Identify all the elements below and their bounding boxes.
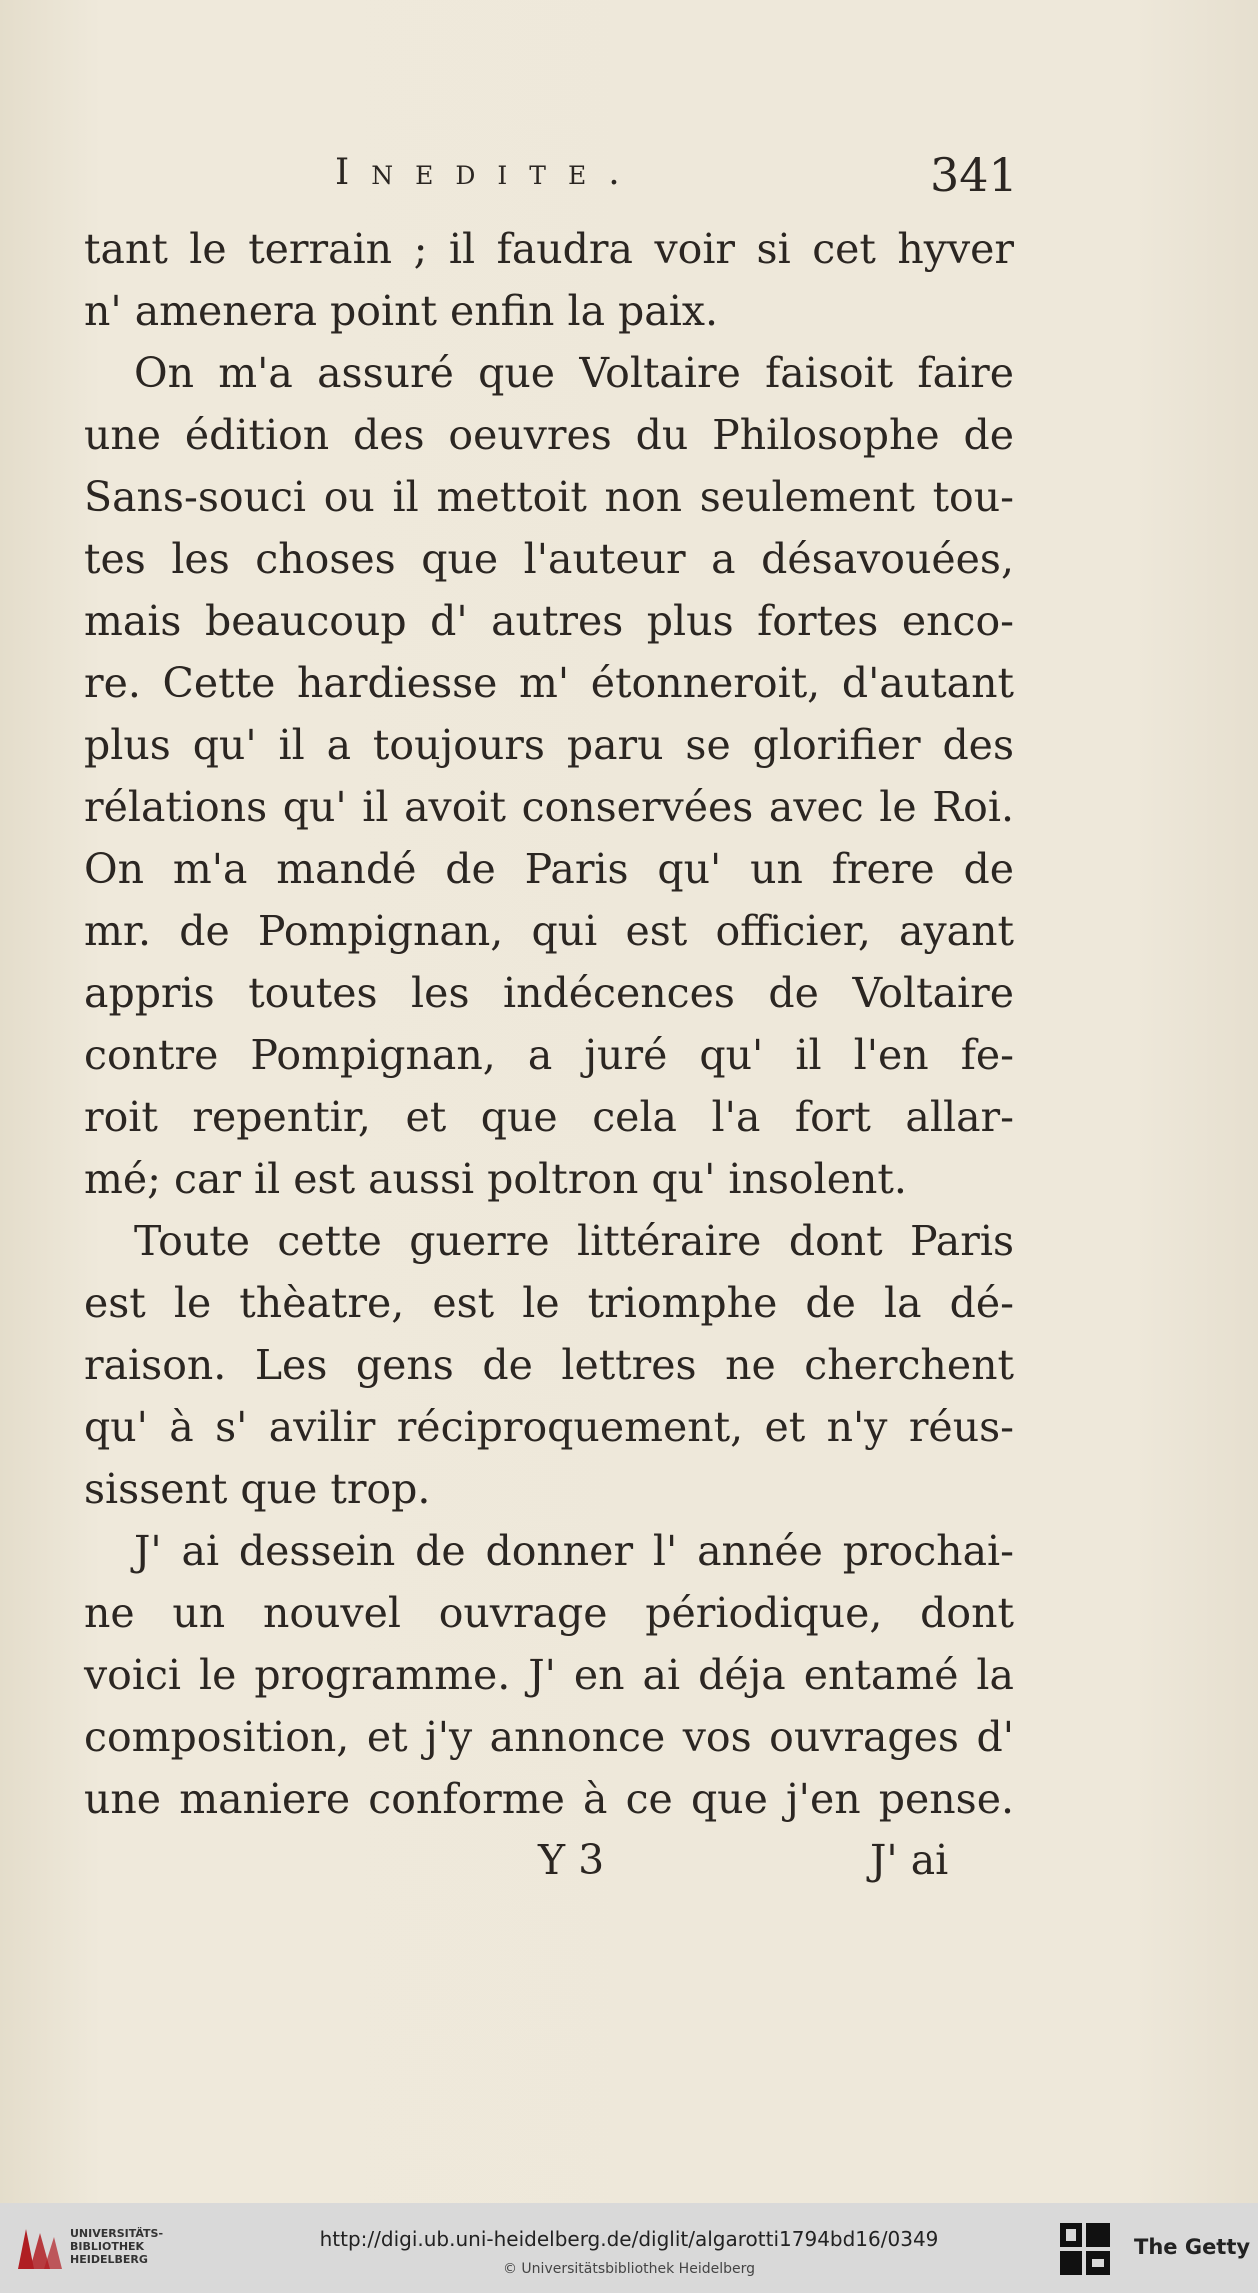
- page-header: [0, 148, 1258, 212]
- library-name-line: UNIVERSITÄTS-: [70, 2227, 164, 2240]
- text-line: une maniere conforme à ce que j'en pense.: [84, 1775, 1014, 1823]
- text-line: On m'a mandé de Paris qu' un frere de: [84, 845, 1014, 893]
- text-line: Sans-souci ou il mettoit non seulement tou-: [84, 473, 1014, 521]
- permalink-url[interactable]: http://digi.ub.uni-heidelberg.de/diglit/algarotti1794bd16/0349: [319, 2227, 939, 2251]
- text-line: Toute cette guerre littéraire dont Paris: [134, 1217, 1014, 1265]
- getty-logo-icon: [1058, 2221, 1112, 2277]
- page-number: 341: [930, 148, 1018, 202]
- running-head: Inedite.: [335, 152, 642, 193]
- text-line: ne un nouvel ouvrage périodique, dont: [84, 1589, 1014, 1637]
- text-line: mais beaucoup d' autres plus fortes enco-: [84, 597, 1014, 645]
- text-line: mé; car il est aussi poltron qu' insolent.: [84, 1155, 907, 1203]
- text-line: composition, et j'y annonce vos ouvrages d': [84, 1713, 1014, 1761]
- signature-mark: Y 3: [538, 1836, 605, 1884]
- text-line: On m'a assuré que Voltaire faisoit faire: [134, 349, 1014, 397]
- library-name-line: BIBLIOTHEK: [70, 2240, 145, 2253]
- library-name-line: HEIDELBERG: [70, 2253, 148, 2266]
- text-line: roit repentir, et que cela l'a fort allar-: [84, 1093, 1014, 1141]
- text-line: mr. de Pompignan, qui est officier, ayant: [84, 907, 1014, 955]
- text-line: une édition des oeuvres du Philosophe de: [84, 411, 1014, 459]
- text-line: tes les choses que l'auteur a désavouées,: [84, 535, 1014, 583]
- text-line: qu' à s' avilir réciproquement, et n'y réus-: [84, 1403, 1014, 1451]
- text-line: contre Pompignan, a juré qu' il l'en fe-: [84, 1031, 1014, 1079]
- text-line: appris toutes les indécences de Voltaire: [84, 969, 1014, 1017]
- text-line: est le thèatre, est le triomphe de la dé-: [84, 1279, 1014, 1327]
- body-text: [84, 218, 1014, 1830]
- text-line: re. Cette hardiesse m' étonneroit, d'autant: [84, 659, 1014, 707]
- text-line: tant le terrain ; il faudra voir si cet hyver: [84, 225, 1014, 273]
- text-line: sissent que trop.: [84, 1465, 431, 1513]
- copyright-notice: © Universitätsbibliothek Heidelberg: [502, 2261, 755, 2277]
- text-line: n' amenera point enfin la paix.: [84, 287, 718, 335]
- catchword: J' ai: [870, 1836, 949, 1884]
- text-line: rélations qu' il avoit conservées avec le Roi.: [84, 783, 1014, 831]
- text-line: voici le programme. J' en ai déja entamé la: [84, 1651, 1014, 1699]
- text-line: J' ai dessein de donner l' année prochai-: [134, 1527, 1014, 1575]
- catchline: [0, 1836, 1258, 1896]
- text-line: plus qu' il a toujours paru se glorifier des: [84, 721, 1014, 769]
- text-line: raison. Les gens de lettres ne cherchent: [84, 1341, 1014, 1389]
- viewer-footer: [0, 2203, 1258, 2293]
- getty-name: The Getty: [1134, 2235, 1251, 2259]
